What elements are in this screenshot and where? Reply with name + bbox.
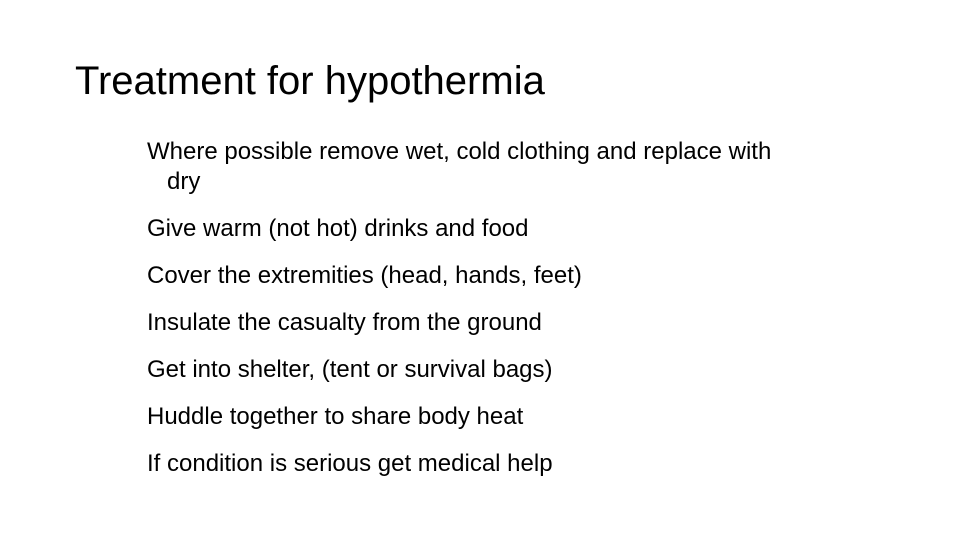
bullet-item: Give warm (not hot) drinks and food: [147, 215, 529, 242]
bullet-item: Insulate the casualty from the ground: [147, 309, 542, 336]
bullet-item: Where possible remove wet, cold clothing and replace with dry: [147, 138, 772, 195]
bullet-list: [147, 137, 787, 496]
slide-title: Treatment for hypothermia: [75, 59, 545, 103]
bullet-item: Get into shelter, (tent or survival bags): [147, 356, 553, 383]
bullet-item: If condition is serious get medical help: [147, 450, 553, 477]
bullet-item: Huddle together to share body heat: [147, 403, 524, 430]
bullet-item: Cover the extremities (head, hands, feet): [147, 262, 582, 289]
